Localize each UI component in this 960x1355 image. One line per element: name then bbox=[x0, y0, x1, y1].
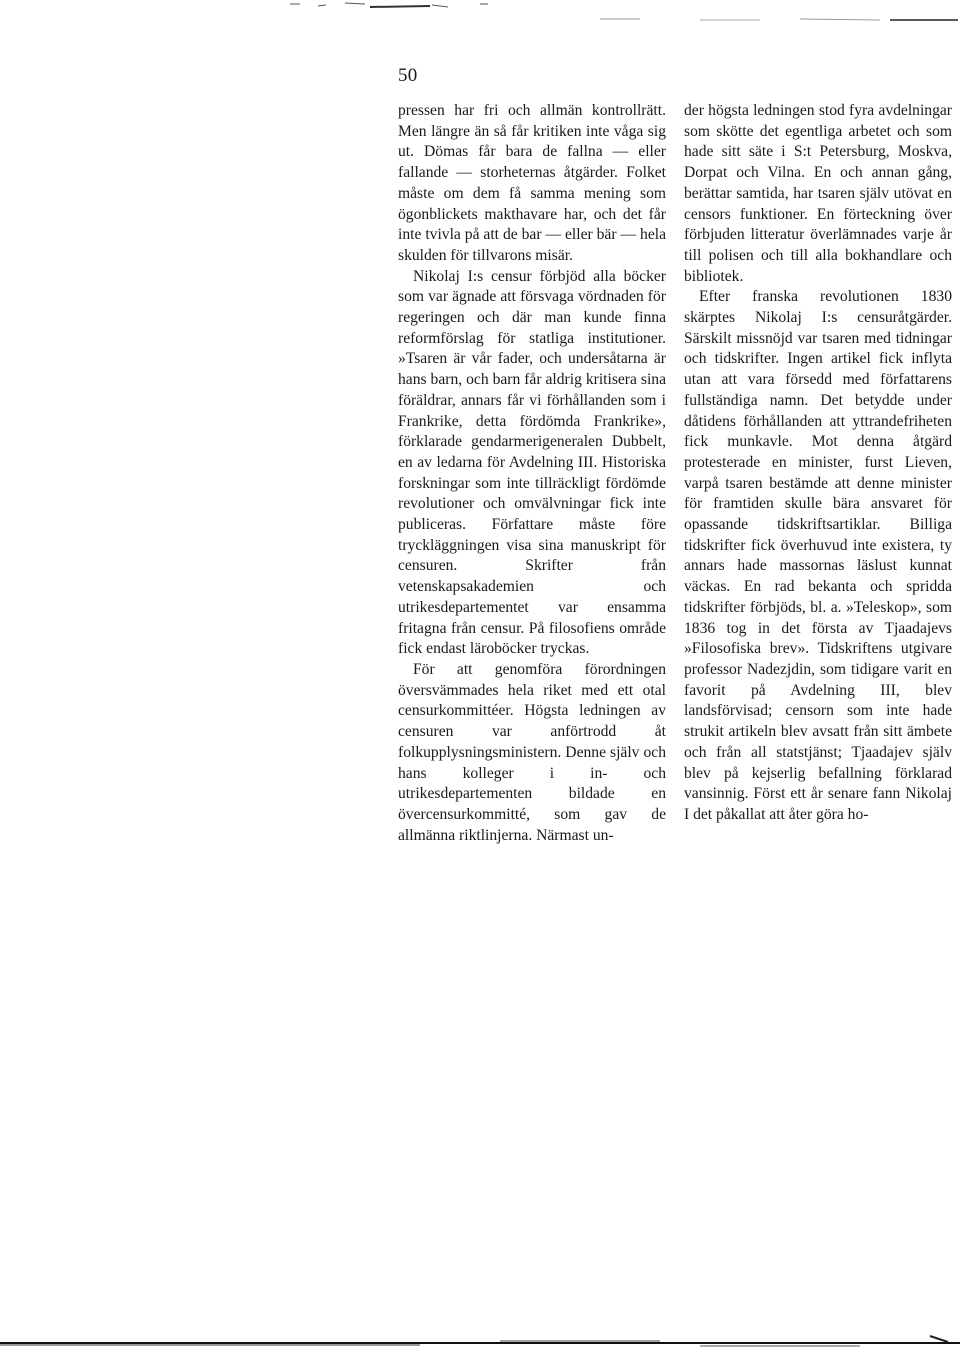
paragraph: pressen har fri och allmän kontrollrätt. Men längre än så får kritiken inte våga sig ut. Dömas får bara de fallna — eller fallande — storheternas åtgärder. Folket måste om dem få samma mening som ögonblickets makthavare har, och det får inte tvivla på att de bar — eller bär — hela skulden för tillvarons misär. bbox=[398, 102, 666, 264]
scan-edge-bottom bbox=[0, 1330, 960, 1355]
scan-edge-top bbox=[0, 0, 960, 26]
text-column-right bbox=[684, 101, 952, 826]
page-number: 50 bbox=[398, 65, 418, 86]
paragraph: Efter franska revolutionen 1830 skärptes Nikolaj I:s censuråtgärder. Särskilt missnöjd var tsaren med tidningar och tidskrifter. Ingen artikel fick inflyta utan att vara försedd med författarens fullständiga namn. Det betydde under dåtidens förhållanden att yttrandefriheten fick munkavle. Mot denna åtgärd protesterade en minister, furst Lieven, varpå tsaren bestämde att denne minister för framtiden skulle bära ansvaret för opassande tidskriftsartiklar. Billiga tidskrifter fick överhuvud inte existera, ty annars hade massornas läslust kunnat väckas. En rad bekanta och spridda tidskrifter förbjöds, bl. a. »Teleskop», som 1836 tog in det första av Tjaadajevs »Filosofiska brev». Tidskriftens utgivare professor Nadezjdin, som tidigare varit en favorit på Avdelning III, blev landsförvisad; censorn som inte hade strukit artikeln blev avsatt från sitt ämbete och från all statstjänst; Tjaadajev själv blev på kejserlig befallning förklarad vansinnig. Först ett år senare fann Nikolaj I det påkallat att åter göra ho- bbox=[684, 288, 952, 823]
paragraph: Nikolaj I:s censur förbjöd alla böcker som var ägnade att försvaga vördnaden för regeringen och där man kunde finna reformförslag för statliga institutioner. »Tsaren är vår fader, och undersåtarna är hans barn, och barn får aldrig kritisera sina föräldrar, annars får vi förhållanden som i Frankrike, detta fördömda Frankrike», förklarade gendarmerigeneralen Dubbelt, en av ledarna för Avdelning III. Historiska forskningar som inte tillräckligt fördömde revolutioner och omvälvningar fick inte publiceras. Författare måste före tryckläggningen visa sina manuskript för censuren. Skrifter från vetenskapsakademien och utrikesdepartementet var ensamma fritagna från censur. På filosofiens område fick endast läroböcker tryckas. bbox=[398, 267, 666, 658]
paragraph: der högsta ledningen stod fyra avdelningar som skötte det egentliga arbetet och som hade sitt säte i S:t Petersburg, Moskva, Dorpat och Vilna. En och annan gång, berättar samtida, har tsaren själv utövat en censors funktioner. En förteckning över förbjuden litteratur överlämnades varje år till polisen och till alla bokhandlare och bibliotek. bbox=[684, 102, 952, 285]
text-column-left bbox=[398, 101, 666, 846]
paragraph: För att genomföra förordningen översvämmades hela riket med ett otal censurkommittéer. Högsta ledningen av censuren var anförtrodd åt folkupplysningsministern. Denne själv och hans kolleger i in- och utrikesdepartementen bildade en övercensurkommitté, som gav de allmänna riktlinjerna. Närmast un- bbox=[398, 660, 666, 844]
